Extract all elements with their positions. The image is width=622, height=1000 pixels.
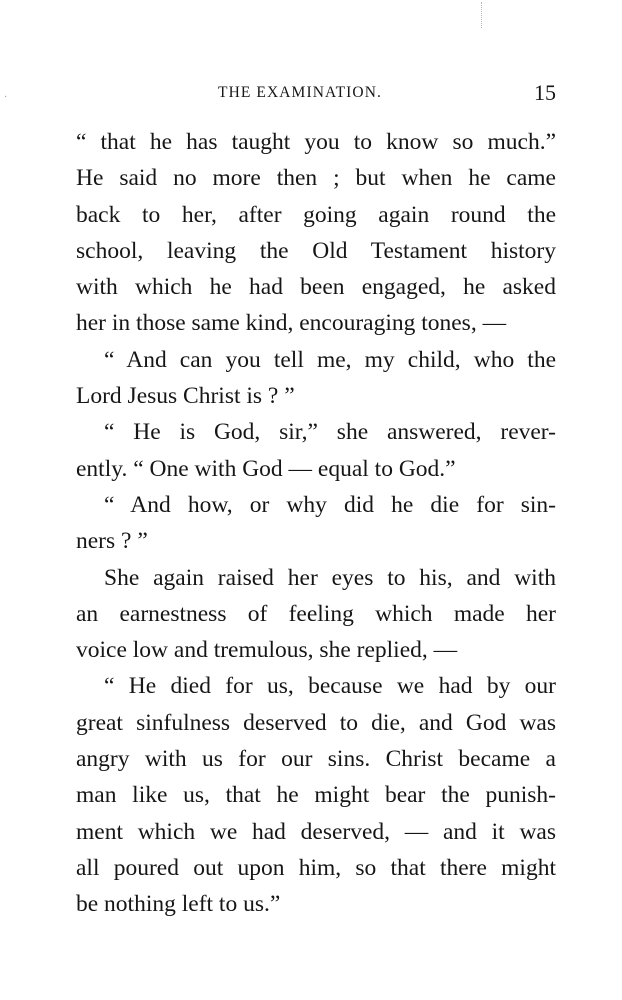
text-line: He said no more then ; but when he came [76, 165, 556, 192]
text-line: She again raised her eyes to his, and with [104, 564, 556, 591]
text-line: an earnestness of feeling which made her [76, 600, 556, 627]
text-line: with which he had been engaged, he asked [76, 274, 556, 301]
text-line: ment which we had deserved, — and it was [76, 818, 556, 845]
text-line: Lord Jesus Christ is ? ” [76, 383, 295, 410]
text-line: ently. “ One with God — equal to God.” [76, 455, 456, 482]
running-title: THE EXAMINATION. [218, 84, 382, 101]
text-line: be nothing left to us.” [76, 891, 281, 918]
text-line: her in those same kind, encouraging tones, — [76, 310, 507, 337]
running-head [76, 80, 556, 108]
text-line: “ And how, or why did he die for sin- [104, 491, 556, 518]
page-number: 15 [534, 80, 556, 105]
text-line: school, leaving the Old Testament history [76, 237, 556, 264]
text-line: great sinfulness deserved to die, and God was [76, 709, 556, 736]
text-line: back to her, after going again round the [76, 201, 556, 228]
text-line: “ And can you tell me, my child, who the [104, 346, 556, 373]
text-line: angry with us for our sins. Christ became a [76, 746, 556, 773]
text-line: ners ? ” [76, 528, 148, 555]
text-line: “ He died for us, because we had by our [104, 673, 556, 700]
text-line: “ He is God, sir,” she answered, rever- [104, 419, 556, 446]
margin-speck: · [4, 92, 8, 103]
text-line: voice low and tremulous, she replied, — [76, 637, 458, 664]
margin-pencil-mark [481, 2, 485, 28]
text-line: “ that he has taught you to know so much.” [76, 129, 556, 155]
body-text [76, 124, 556, 923]
text-line: all poured out upon him, so that there might [76, 854, 556, 881]
text-line: man like us, that he might bear the punish- [76, 782, 556, 809]
